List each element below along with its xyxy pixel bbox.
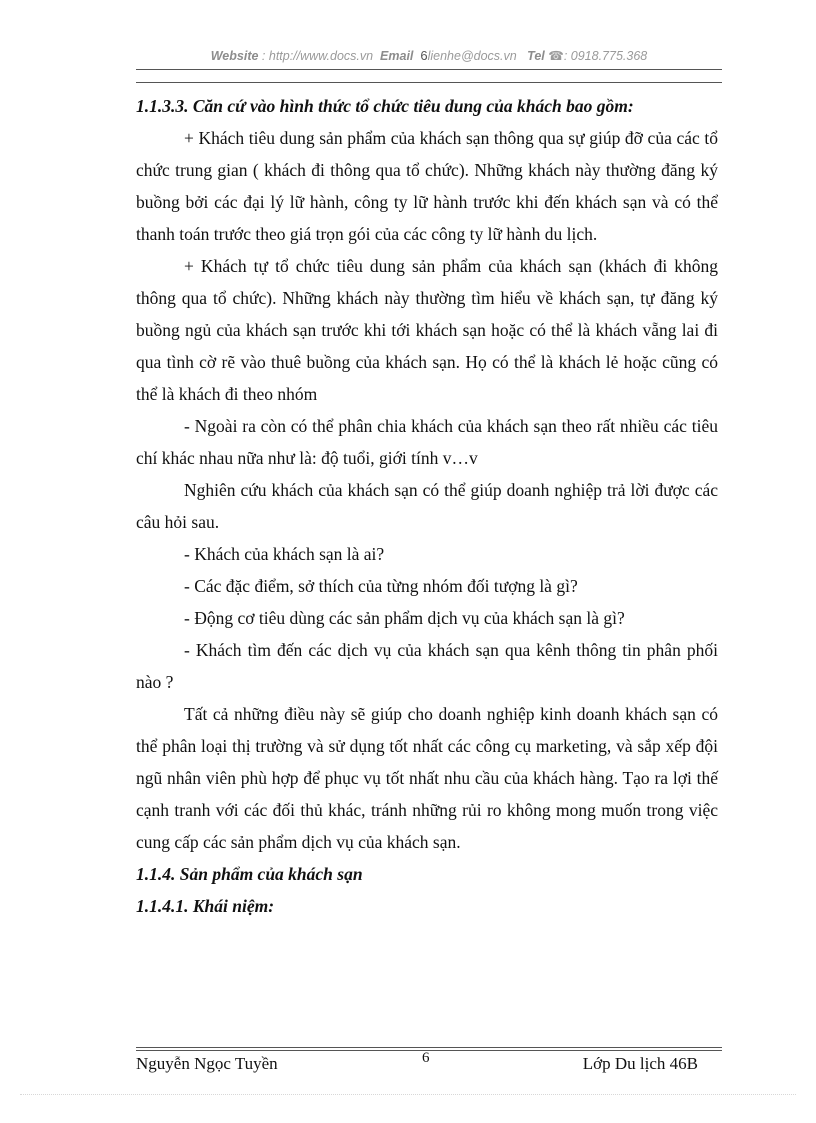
question-channels: - Khách tìm đến các dịch vụ của khách sạn qua kênh thông tin phân phối nào ? [136,640,718,692]
tel-value: : 0918.775.368 [563,49,648,63]
website-label: Website [210,49,259,63]
paragraph-organized-guests: + Khách tiêu dung sản phẩm của khách sạn thông qua sự giúp đỡ của các tổ chức trung gian ( khách đi thông qua tổ chức). Những khách này thường đăng ký buồng bởi các đại lý lữ hành, công ty lữ hành trước khi đến khách sạn và có thể thanh toán trước theo giá trọn gói của các công ty lữ hành du lịch. [136,128,718,244]
question-motivation: - Động cơ tiêu dùng các sản phẩm dịch vụ của khách sạn là gì? [184,608,625,628]
phone-icon: ☎ [548,49,564,63]
section-heading-114: 1.1.4. Sản phẩm của khách sạn [136,864,363,884]
page-header [136,48,722,63]
paragraph-independent-guests: + Khách tự tổ chức tiêu dung sản phẩm của khách sạn (khách đi không thông qua tổ chức). Những khách này thường tìm hiểu về khách sạn, tự đăng ký buồng ngủ của khách sạn trước khi tới khách sạn hoặc có thể là khách vẵng lai đi qua tình cờ rẽ vào thuê buồng của khách sạn. Họ có thể là khách lẻ hoặc cũng có thể là khách đi theo nhóm [136,256,718,404]
footer-rule-top [136,1047,722,1048]
header-rule-bottom [136,82,722,83]
website-value: : http://www.docs.vn [261,49,374,63]
tel-label: Tel [527,49,545,63]
page-footer [136,1050,698,1078]
email-value: lienhe@docs.vn [427,49,517,63]
paragraph-other-criteria: - Ngoài ra còn có thể phân chia khách của khách sạn theo rất nhiều các tiêu chí khác nhau nữa như là: độ tuổi, giới tính v…v [136,416,718,468]
section-heading-1141: 1.1.4.1. Khái niệm: [136,896,275,916]
section-heading-1133: 1.1.3.3. Căn cứ vào hình thức tổ chức tiêu dung của khách bao gồm: [136,96,634,116]
email-label: Email [380,49,414,63]
bottom-dotted-divider [20,1094,796,1095]
paragraph-research: Nghiên cứu khách của khách sạn có thể giúp doanh nghiệp trả lời được các câu hỏi sau. [136,480,718,532]
footer-author: Nguyễn Ngọc Tuyền [136,1054,278,1073]
paragraph-conclusion: Tất cả những điều này sẽ giúp cho doanh nghiệp kinh doanh khách sạn có thể phân loại thị trường và sử dụng tốt nhất các công cụ marketing, và sắp xếp đội ngũ nhân viên phù hợp để phục vụ tốt nhất nhu cầu của khách hàng. Tạo ra lợi thế cạnh tranh với các đối thủ khác, tránh những rủi ro không mong muốn trong việc cung cấp các sản phẩm dịch vụ của khách sạn. [136,704,718,852]
question-who: - Khách của khách sạn là ai? [184,544,385,564]
page-body [136,90,718,922]
footer-page-number: 6 [422,1050,430,1066]
footer-class: Lớp Du lịch 46B [582,1054,698,1073]
question-characteristics: - Các đặc điểm, sở thích của từng nhóm đối tượng là gì? [184,576,578,596]
header-page-marker: 6 [420,48,428,63]
header-rule-top [136,69,722,70]
